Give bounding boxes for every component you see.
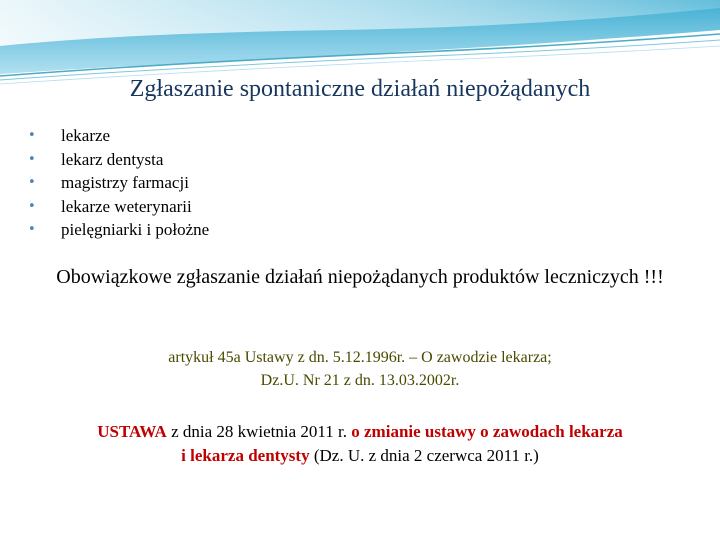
- list-item-label: lekarze weterynarii: [61, 196, 192, 216]
- reporter-list: [28, 124, 209, 242]
- list-item: [28, 124, 209, 148]
- article-line-1: artykuł 45a Ustawy z dn. 5.12.1996r. – O zawodzie lekarza;: [168, 349, 552, 366]
- list-item: [28, 171, 209, 195]
- law-publication: (Dz. U. z dnia 2 czerwca 2011 r.): [309, 446, 539, 465]
- list-item-label: lekarz dentysta: [61, 149, 164, 169]
- law-date: z dnia 28 kwietnia 2011 r.: [166, 422, 352, 441]
- law-title-part-2: i lekarza dentysty: [181, 446, 310, 465]
- bullet-icon: •: [28, 128, 36, 143]
- bullet-icon: •: [28, 222, 36, 237]
- bullet-icon: •: [28, 175, 36, 190]
- article-line-2: Dz.U. Nr 21 z dn. 13.03.2002r.: [260, 372, 460, 389]
- law-reference: [30, 420, 690, 468]
- obligatory-reporting-heading: Obowiązkowe zgłaszanie działań niepożądanych produktów leczniczych !!!: [56, 266, 664, 288]
- bullet-icon: •: [28, 151, 36, 167]
- law-ustawa-label: USTAWA: [97, 422, 167, 441]
- list-item: [28, 148, 209, 172]
- bullet-icon: •: [28, 198, 36, 214]
- slide-title: Zgłaszanie spontaniczne działań niepożądanych: [129, 76, 591, 102]
- list-item: [28, 218, 209, 242]
- list-item-label: magistrzy farmacji: [61, 173, 189, 192]
- list-item-label: lekarze: [61, 126, 111, 145]
- article-reference: [40, 346, 680, 392]
- law-title-part-1: o zmianie ustawy o zawodach lekarza: [351, 422, 623, 441]
- list-item-label: pielęgniarki i położne: [61, 220, 210, 239]
- list-item: [28, 195, 209, 219]
